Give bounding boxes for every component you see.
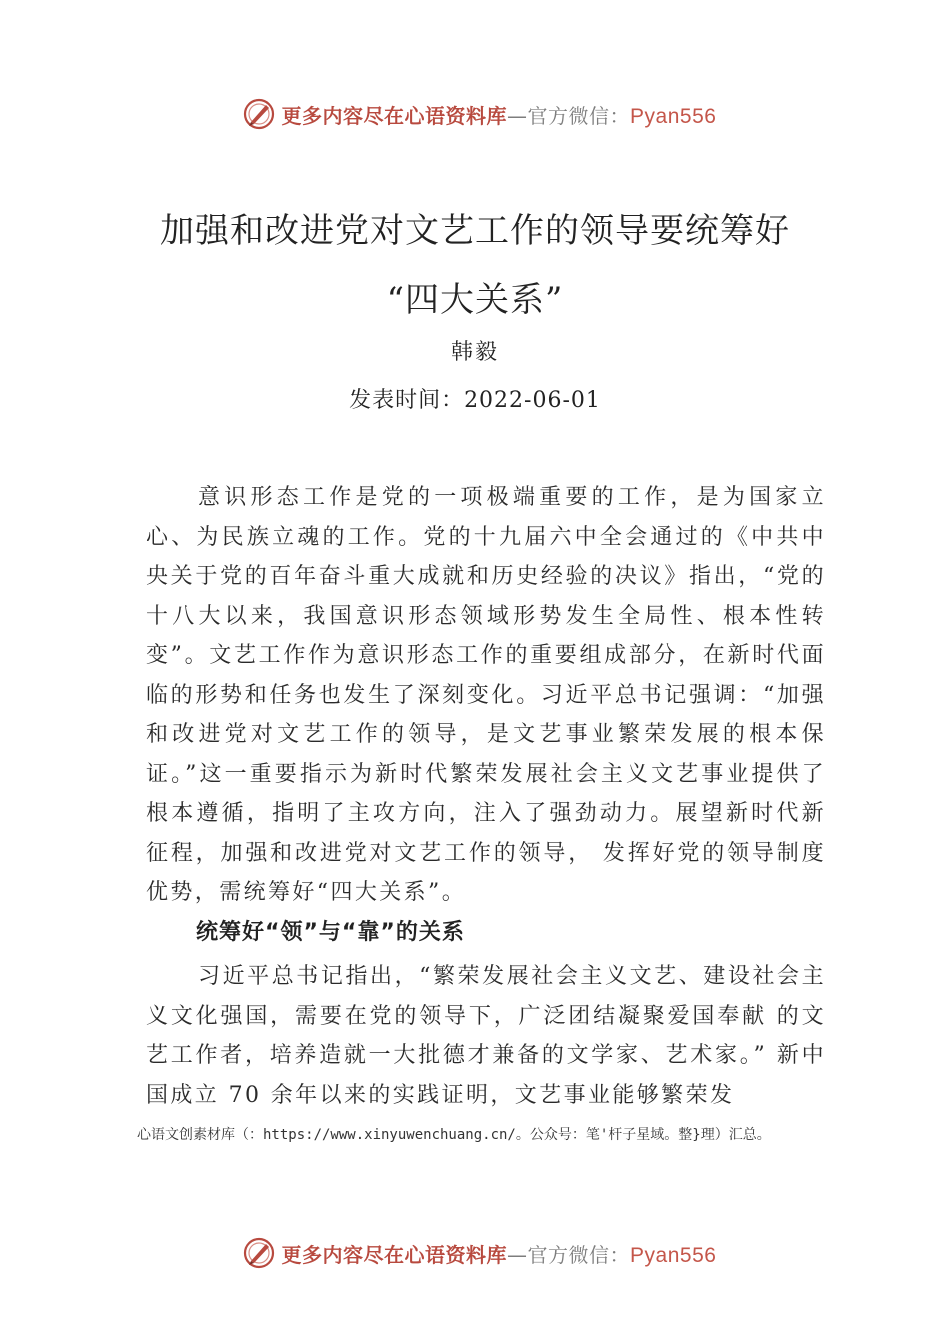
body-paragraph-1: 意识形态工作是党的一项极端重要的工作，是为国家立心、为民族立魂的工作。党的十九届六中全会通过的《中共中央关于党的百年奋斗重大成就和历史经验的决议》指出，“党的十八大以来，我国意识形态领域形势发生全局性、根本性转变”。文艺工作作为意识形态工作的重要组成部分，在新时代面临的形势和任务也发生了深刻变化。习近平总书记强调：“加强和改进党对文艺工作的领导，是文艺事业繁荣发展的根本保证。”这一重要指示为新时代繁荣发展社会主义文艺事业提供了根本遵循，指明了主攻方向，注入了强劲动力。展望新时代新征程，加强和改进党对文艺工作的领导， 发挥好党的领导制度优势，需统筹好“四大关系”。 (146, 485, 826, 905)
publish-date: 发表时间：2022-06-01 (349, 388, 601, 413)
source-footnote: 心语文创素材库（：https://www.xinyuwenchuang.cn/。公众号：笔'杆子星域。整}理）汇总。 (137, 1127, 771, 1143)
banner-wechat-label: —官方微信： (507, 103, 631, 128)
document-title-line2: “四大关系” (386, 280, 564, 320)
section-heading-1: 统筹好“领”与“靠”的关系 (196, 920, 465, 945)
pen-logo-icon (242, 1236, 276, 1270)
author-name: 韩毅 (450, 340, 499, 365)
pen-logo-icon (242, 97, 276, 131)
body-paragraph-2: 习近平总书记指出，“繁荣发展社会主义文艺、建设社会主义文化强国，需要在党的领导下，广泛团结凝聚爱国奉献 的文艺工作者，培养造就一大批德才兼备的文学家、艺术家。” 新中国成立 70 余年以来的实践证明，文艺事业能够繁荣发 (146, 964, 826, 1108)
footer-banner (0, 1233, 950, 1273)
banner-wechat-id: Pyan556 (630, 104, 717, 128)
document-title-line1: 加强和改进党对文艺工作的领导要统筹好 (160, 211, 790, 251)
banner-wechat-id: Pyan556 (630, 1243, 717, 1267)
banner-lead-text: 更多内容尽在心语资料库 (281, 1242, 508, 1267)
banner-lead-text: 更多内容尽在心语资料库 (281, 103, 508, 128)
banner-wechat-label: —官方微信： (507, 1242, 631, 1267)
header-banner (0, 94, 950, 134)
